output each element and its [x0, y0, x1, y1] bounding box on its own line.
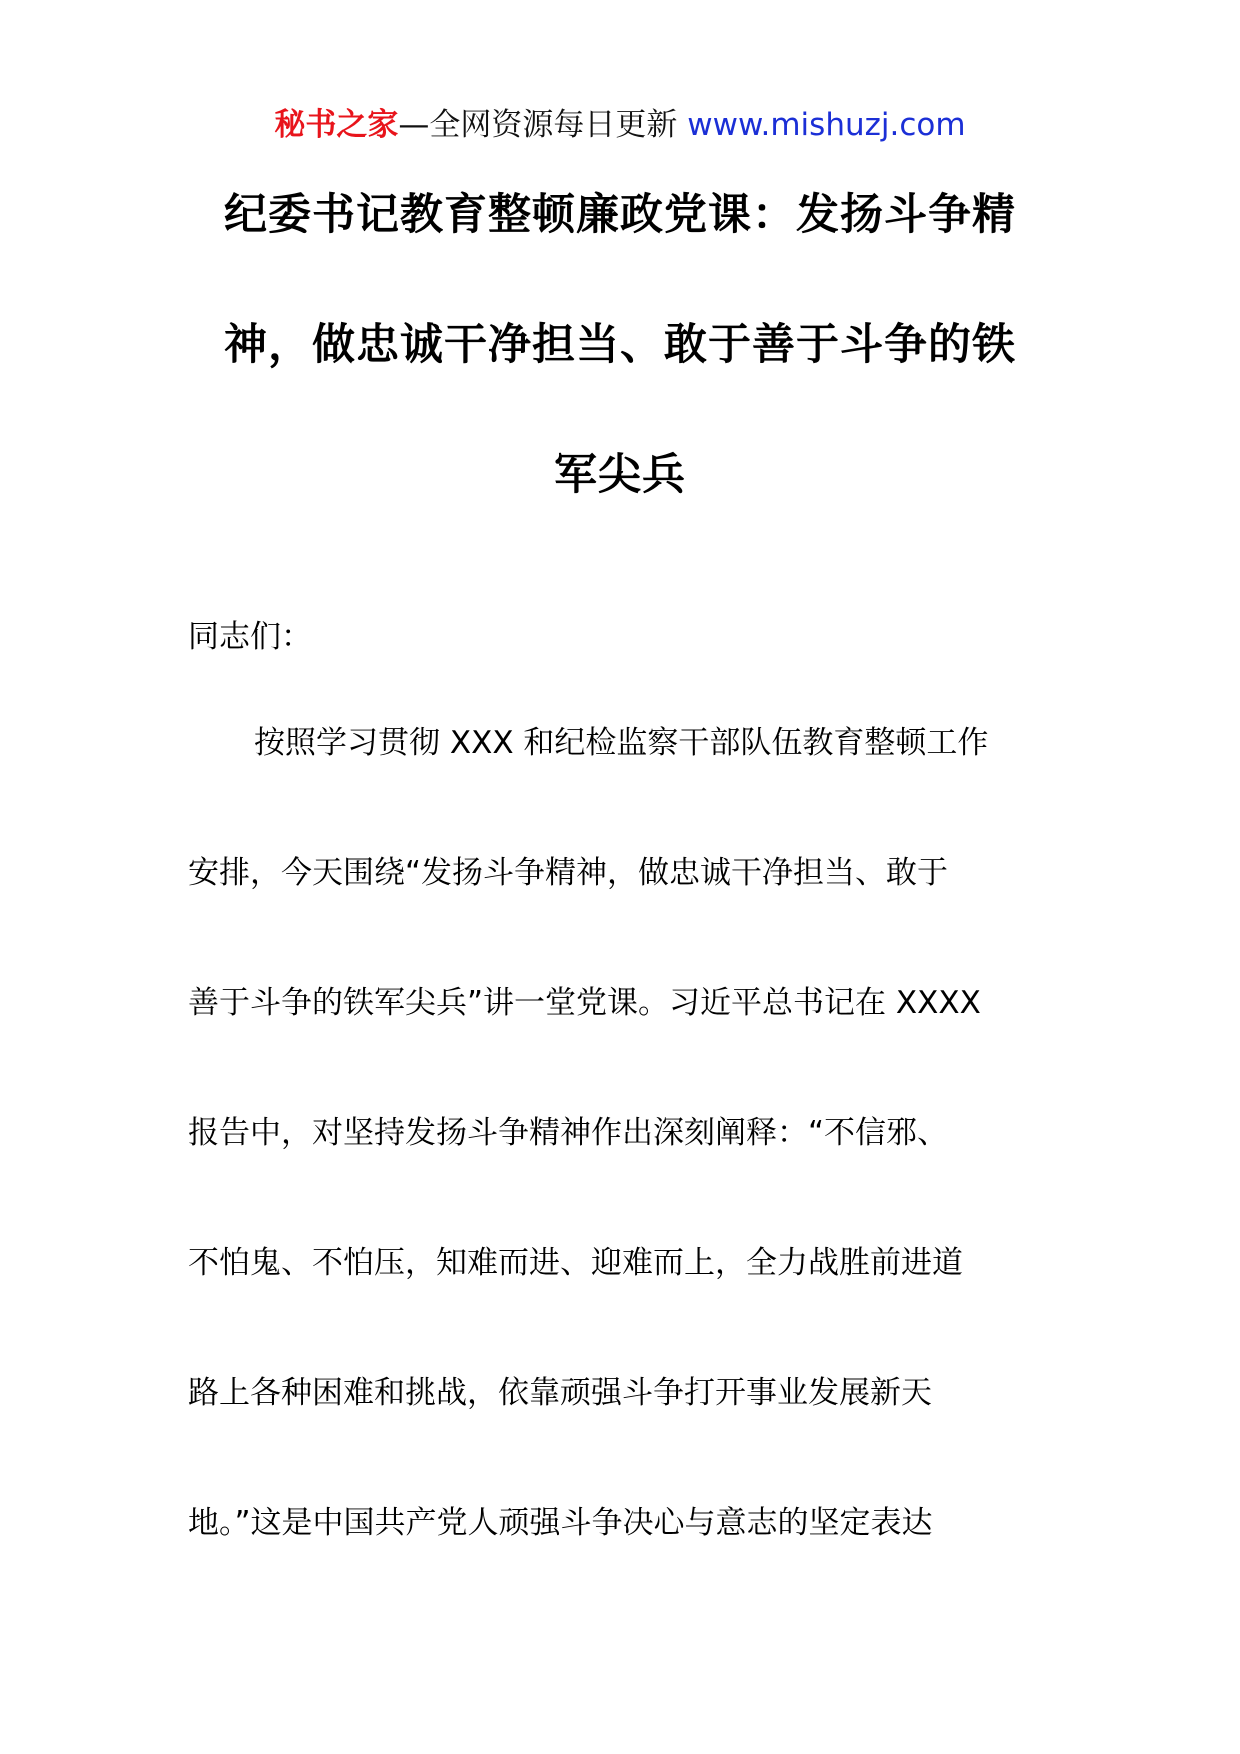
- body-line-5: 不怕鬼、不怕压，知难而进、迎难而上，全力战胜前进道: [188, 1245, 963, 1281]
- body-line-7: 地。”这是中国共产党人顽强斗争决心与意志的坚定表达: [188, 1505, 933, 1541]
- title-line-3: 军尖兵: [554, 450, 686, 500]
- body-line-4: 报告中，对坚持发扬斗争精神作出深刻阐释：“不信邪、: [188, 1115, 949, 1151]
- site-header: [0, 100, 1240, 150]
- brand-name: 秘书之家: [274, 107, 399, 143]
- body-paragraph: [188, 718, 1068, 1628]
- title-line-2: 神，做忠诚干净担当、敢于善于斗争的铁: [224, 320, 1016, 370]
- body-line-2: 安排，今天围绕“发扬斗争精神，做忠诚干净担当、敢于: [188, 855, 949, 891]
- greeting: 同志们：: [188, 619, 312, 655]
- document-title: [190, 150, 1050, 540]
- body-line-1: 按照学习贯彻 XXX 和纪检监察干部队伍教育整顿工作: [254, 725, 989, 761]
- body-line-6: 路上各种困难和挑战，依靠顽强斗争打开事业发展新天: [188, 1375, 932, 1411]
- site-tagline: —全网资源每日更新: [398, 107, 678, 143]
- body-line-3: 善于斗争的铁军尖兵”讲一堂党课。习近平总书记在 XXXX: [188, 985, 981, 1021]
- site-url-link[interactable]: www.mishuzj.com: [687, 107, 966, 143]
- title-line-1: 纪委书记教育整顿廉政党课：发扬斗争精: [224, 190, 1016, 240]
